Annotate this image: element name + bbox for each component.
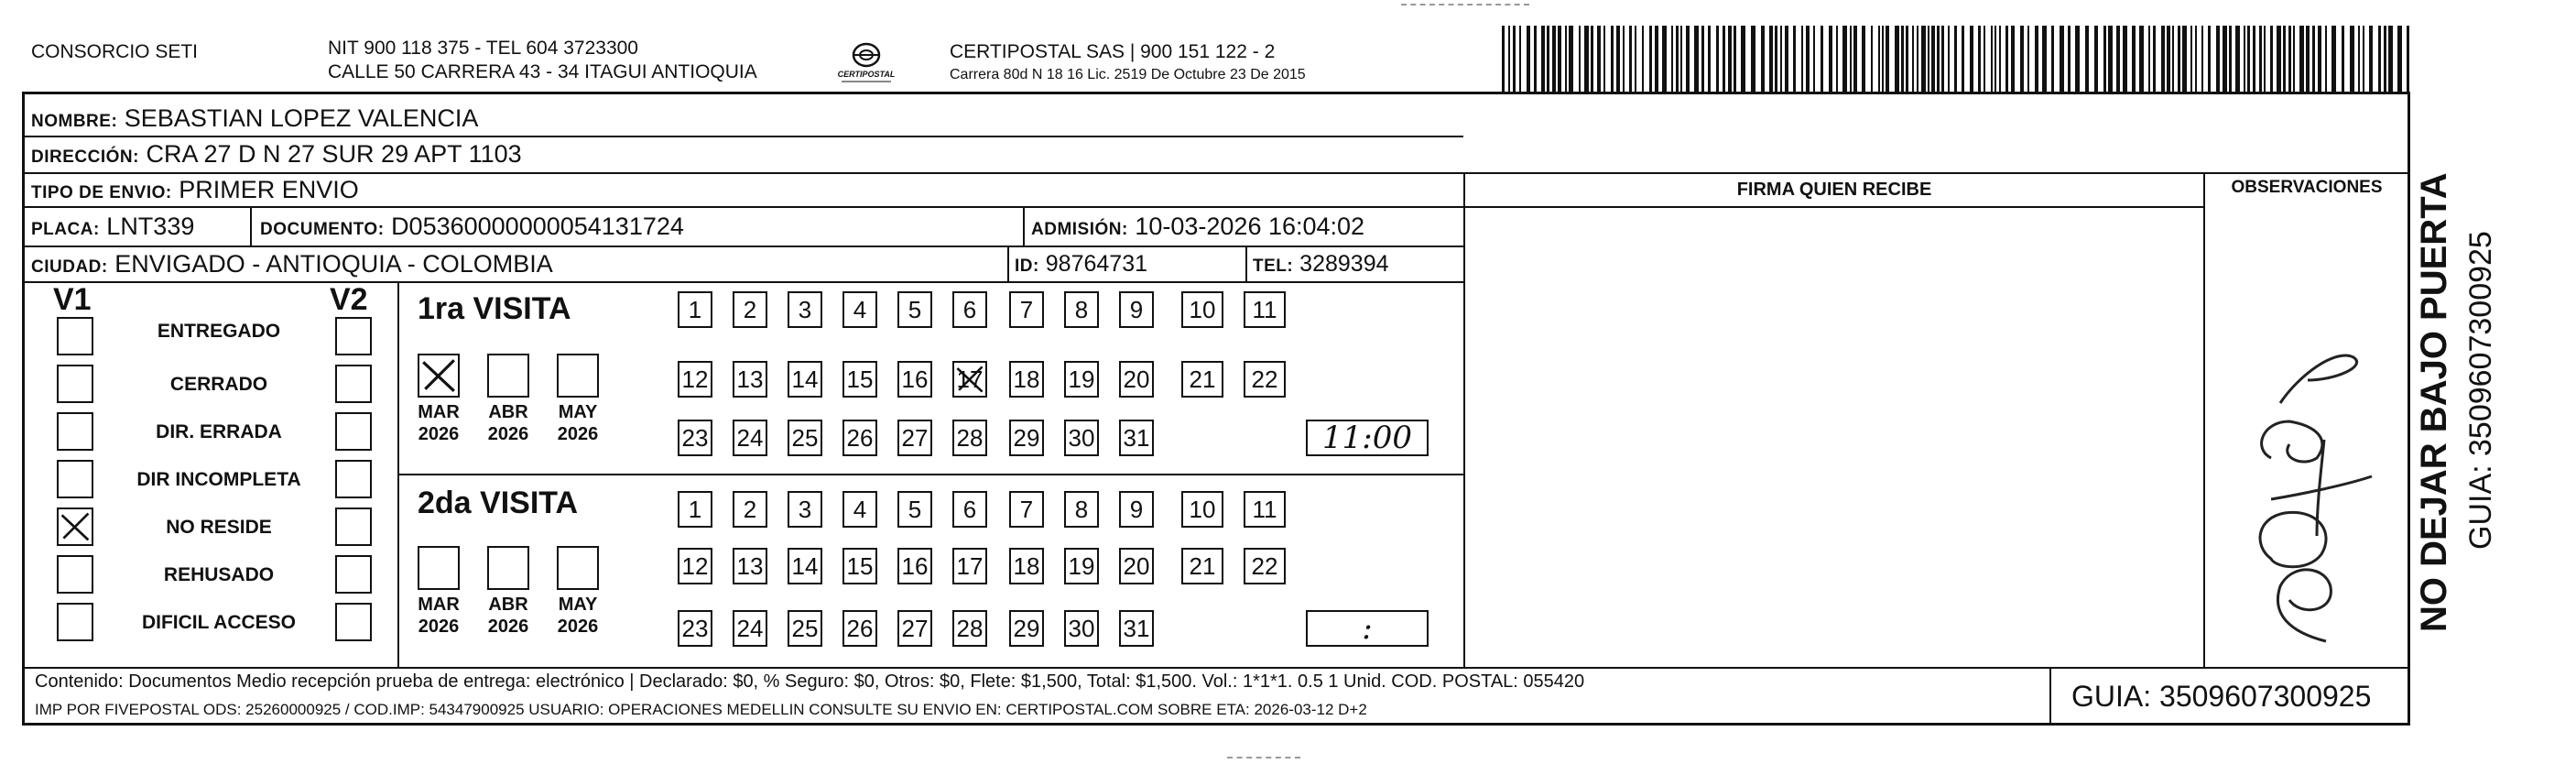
v2-checkbox-1[interactable]: [335, 365, 372, 403]
v1-day-4[interactable]: 4: [842, 291, 877, 328]
v1-month-checkbox-0[interactable]: [418, 354, 460, 398]
v2-day-18[interactable]: 18: [1009, 548, 1044, 584]
v1-day-5[interactable]: 5: [897, 291, 932, 328]
observaciones-header: OBSERVACIONES: [2231, 178, 2383, 197]
v2-day-9[interactable]: 9: [1119, 491, 1154, 528]
admision-field: [1031, 213, 1364, 244]
v2-checkbox-4[interactable]: [335, 508, 372, 546]
admision-label: ADMISIÓN:: [1031, 220, 1128, 239]
v2-day-29[interactable]: 29: [1009, 610, 1044, 647]
v1-day-21[interactable]: 21: [1181, 361, 1223, 398]
v2-day-30[interactable]: 30: [1064, 610, 1099, 647]
v1-day-27[interactable]: 27: [897, 420, 932, 456]
status-label-1: CERRADO: [169, 374, 268, 395]
v2-day-14[interactable]: 14: [788, 548, 822, 584]
v2-checkbox-6[interactable]: [335, 603, 372, 641]
v2-checkbox-3[interactable]: [335, 460, 372, 498]
v1-day-10[interactable]: 10: [1181, 291, 1223, 328]
ciudad-value: ENVIGADO - ANTIOQUIA - COLOMBIA: [114, 250, 553, 278]
documento-label: DOCUMENTO:: [260, 220, 385, 239]
visita1-title: 1ra VISITA: [418, 291, 571, 326]
id-label: ID:: [1015, 256, 1039, 276]
v1-month-name-0: MAR: [418, 402, 460, 422]
v2-month-name-1: ABR: [488, 595, 528, 615]
v1-day-23[interactable]: 23: [678, 420, 712, 456]
v1-day-15[interactable]: 15: [842, 361, 877, 398]
v2-month-name-2: MAY: [558, 595, 598, 615]
v2-day-21[interactable]: 21: [1181, 548, 1223, 584]
certipostal-logo: [829, 40, 904, 86]
id-value: 98764731: [1045, 251, 1148, 277]
v2-day-17[interactable]: 17: [952, 548, 987, 584]
v2-month-checkbox-2[interactable]: [557, 546, 599, 590]
tipo-envio-field: [31, 176, 359, 207]
v2-checkbox-5[interactable]: [335, 555, 372, 594]
documento-value: D05360000000054131724: [391, 213, 684, 240]
status-label-4: NO RESIDE: [166, 517, 272, 538]
v2-day-25[interactable]: 25: [788, 610, 822, 647]
v2-day-28[interactable]: 28: [952, 610, 987, 647]
v1-day-29[interactable]: 29: [1009, 420, 1044, 456]
v1-day-8[interactable]: 8: [1064, 291, 1099, 328]
v2-day-3[interactable]: 3: [788, 491, 822, 528]
v1-month-name-2: MAY: [558, 402, 598, 422]
v1-day-19[interactable]: 19: [1064, 361, 1099, 398]
placa-value: LNT339: [106, 213, 195, 240]
tel-value: 3289394: [1299, 251, 1389, 277]
status-label-6: DIFICIL ACCESO: [141, 612, 296, 633]
v1-day-11[interactable]: 11: [1244, 291, 1286, 328]
v1-day-28[interactable]: 28: [952, 420, 987, 456]
v1-day-17[interactable]: 17: [952, 361, 987, 398]
v1-month-year-1: 2026: [487, 424, 529, 444]
tel-label: TEL:: [1253, 256, 1294, 276]
v2-day-12[interactable]: 12: [678, 548, 712, 584]
nombre-field: [31, 104, 478, 136]
v2-day-24[interactable]: 24: [733, 610, 767, 647]
v1-day-31[interactable]: 31: [1119, 420, 1154, 456]
placa-field: [31, 213, 194, 244]
v1-checkbox-2[interactable]: [57, 412, 93, 451]
tel-field: [1253, 250, 1389, 280]
v1-day-22[interactable]: 22: [1244, 361, 1286, 398]
v1-time-box[interactable]: 11:00: [1306, 420, 1429, 456]
documento-field: [260, 213, 684, 244]
v1-checkbox-4[interactable]: [57, 508, 93, 546]
v1-day-26[interactable]: 26: [842, 420, 877, 456]
v1-day-16[interactable]: 16: [897, 361, 932, 398]
v2-day-27[interactable]: 27: [897, 610, 932, 647]
v2-month-checkbox-0[interactable]: [418, 546, 460, 590]
tipo-envio-label: TIPO DE ENVIO:: [31, 183, 172, 202]
barcode: [1502, 26, 2418, 92]
v2-month-name-0: MAR: [418, 595, 460, 615]
v2-day-2[interactable]: 2: [733, 491, 767, 528]
v2-time-box[interactable]: :: [1306, 610, 1429, 647]
v1-month-checkbox-1[interactable]: [487, 354, 529, 398]
footer-guia: GUIA: 3509607300925: [2071, 680, 2372, 713]
v2-label: V2: [330, 282, 368, 317]
status-label-2: DIR. ERRADA: [156, 421, 282, 442]
nombre-label: NOMBRE:: [31, 112, 118, 131]
company-name: CONSORCIO SETI: [31, 41, 199, 62]
admision-value: 10-03-2026 16:04:02: [1135, 213, 1365, 240]
v1-checkbox-5[interactable]: [57, 555, 93, 594]
v2-day-4[interactable]: 4: [842, 491, 877, 528]
v2-day-20[interactable]: 20: [1119, 548, 1154, 584]
license-line: Carrera 80d N 18 16 Lic. 2519 De Octubre 23 De 2015: [950, 67, 1306, 82]
v1-day-13[interactable]: 13: [733, 361, 767, 398]
status-label-5: REHUSADO: [163, 564, 275, 585]
v2-day-13[interactable]: 13: [733, 548, 767, 584]
v1-day-12[interactable]: 12: [678, 361, 712, 398]
v1-day-9[interactable]: 9: [1119, 291, 1154, 328]
v1-day-6[interactable]: 6: [952, 291, 987, 328]
v2-day-5[interactable]: 5: [897, 491, 932, 528]
v2-month-year-1: 2026: [487, 617, 529, 637]
v2-checkbox-2[interactable]: [335, 412, 372, 451]
v1-day-3[interactable]: 3: [788, 291, 822, 328]
v1-label: V1: [53, 282, 92, 317]
v1-checkbox-6[interactable]: [57, 603, 93, 641]
v1-day-18[interactable]: 18: [1009, 361, 1044, 398]
placa-label: PLACA:: [31, 220, 100, 239]
contenido-line: Contenido: Documentos Medio recepción prueba de entrega: electrónico | Declarado: $0, % Seguro: $0, Otros: $0, Flete: $1,500, Total: $1,500. Vol.: 1*1*1. 0.5 1 Unid. COD. POSTAL: 055420: [35, 671, 1585, 692]
v1-checkbox-0[interactable]: [57, 317, 93, 355]
v1-day-1[interactable]: 1: [678, 291, 712, 328]
scan-mark-top: [1401, 4, 1529, 5]
v2-day-16[interactable]: 16: [897, 548, 932, 584]
v2-day-23[interactable]: 23: [678, 610, 712, 647]
v2-day-1[interactable]: 1: [678, 491, 712, 528]
v1-day-14[interactable]: 14: [788, 361, 822, 398]
v1-day-2[interactable]: 2: [733, 291, 767, 328]
visita2-title: 2da VISITA: [418, 486, 579, 520]
v2-month-year-2: 2026: [557, 617, 599, 637]
v2-day-22[interactable]: 22: [1244, 548, 1286, 584]
v1-checkbox-1[interactable]: [57, 365, 93, 403]
v2-month-year-0: 2026: [418, 617, 460, 637]
firma-header: FIRMA QUIEN RECIBE: [1736, 180, 1932, 200]
signature-scribble: [2216, 339, 2399, 650]
nombre-value: SEBASTIAN LOPEZ VALENCIA: [124, 104, 479, 132]
certipostal-line: CERTIPOSTAL SAS | 900 151 122 - 2: [950, 41, 1276, 62]
direccion-value: CRA 27 D N 27 SUR 29 APT 1103: [146, 140, 522, 168]
v1-month-name-1: ABR: [488, 402, 528, 422]
v1-day-30[interactable]: 30: [1064, 420, 1099, 456]
v1-day-24[interactable]: 24: [733, 420, 767, 456]
v2-day-31[interactable]: 31: [1119, 610, 1154, 647]
v2-day-19[interactable]: 19: [1064, 548, 1099, 584]
v1-month-year-0: 2026: [418, 424, 460, 444]
v2-month-checkbox-1[interactable]: [487, 546, 529, 590]
v1-day-7[interactable]: 7: [1009, 291, 1044, 328]
v1-month-year-2: 2026: [557, 424, 599, 444]
status-label-3: DIR INCOMPLETA: [136, 469, 301, 490]
direccion-label: DIRECCIÓN:: [31, 147, 139, 167]
v2-day-7[interactable]: 7: [1009, 491, 1044, 528]
v2-day-15[interactable]: 15: [842, 548, 877, 584]
v2-day-8[interactable]: 8: [1064, 491, 1099, 528]
scan-mark-bottom: [1227, 757, 1300, 759]
v1-checkbox-3[interactable]: [57, 460, 93, 498]
v2-checkbox-0[interactable]: [335, 317, 372, 355]
address-line: CALLE 50 CARRERA 43 - 34 ITAGUI ANTIOQUIA: [328, 61, 757, 82]
v2-day-11[interactable]: 11: [1244, 491, 1286, 528]
ciudad-label: CIUDAD:: [31, 257, 108, 277]
tipo-envio-value: PRIMER ENVIO: [179, 176, 359, 203]
svg-text:CERTIPOSTAL: CERTIPOSTAL: [837, 70, 896, 79]
imp-line: IMP POR FIVEPOSTAL ODS: 25260000925 / COD.IMP: 54347900925 USUARIO: OPERACIONES MEDELLIN CONSULTE SU ENVIO EN: CERTIPOSTAL.COM SOBRE ETA: 2026-03-12 D+2: [35, 701, 1367, 718]
v1-day-20[interactable]: 20: [1119, 361, 1154, 398]
v2-day-6[interactable]: 6: [952, 491, 987, 528]
v2-day-10[interactable]: 10: [1181, 491, 1223, 528]
ciudad-field: [31, 250, 553, 281]
status-label-0: ENTREGADO: [157, 321, 281, 342]
v2-day-26[interactable]: 26: [842, 610, 877, 647]
v1-month-checkbox-2[interactable]: [557, 354, 599, 398]
nit-line: NIT 900 118 375 - TEL 604 3723300: [328, 38, 638, 59]
v1-day-25[interactable]: 25: [788, 420, 822, 456]
direccion-field: [31, 140, 522, 171]
id-field: [1015, 250, 1147, 280]
